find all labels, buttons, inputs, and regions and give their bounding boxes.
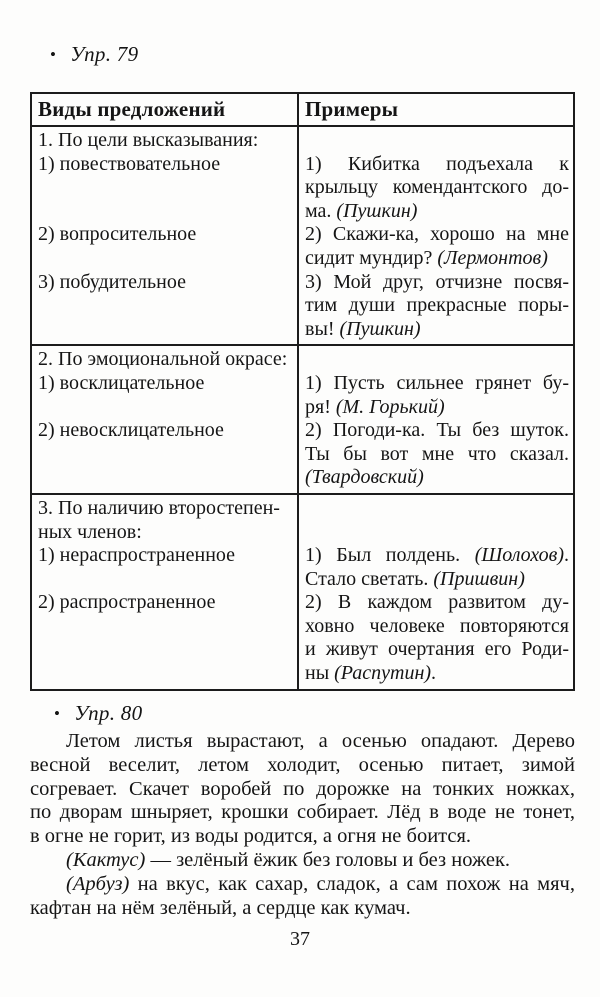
plain-text: Летом листья вырастают, а осенью опадают. Дерево [66, 730, 575, 752]
table-body [31, 126, 574, 690]
cell-example [298, 126, 574, 345]
text-line: ных членов: [38, 520, 142, 543]
text-line [30, 801, 575, 825]
text-line [30, 754, 575, 778]
text-line [38, 200, 293, 224]
text-line: 3) побудительное [38, 270, 186, 293]
italic-text: (Кактус) [66, 848, 146, 871]
text-line: 3. По наличию второстепен- [38, 496, 280, 519]
table-header-row [31, 93, 574, 126]
exercise-79-heading [50, 42, 138, 68]
text-line [305, 318, 569, 342]
text-line [305, 497, 569, 521]
plain-text: 2) В каждом развитом ду- [305, 591, 569, 614]
text-line [38, 568, 293, 592]
table-row [31, 126, 574, 345]
text-line [30, 897, 575, 921]
text-line [38, 176, 293, 200]
plain-text: 1) Был полдень. [305, 544, 475, 567]
italic-text: (Шолохов) [474, 544, 564, 567]
text-line [30, 849, 575, 873]
text-line: 2. По эмоциональной окрасе: [38, 348, 288, 371]
plain-text: 1) Кибитка подъехала к [305, 152, 569, 175]
italic-text: (Распутин) [334, 662, 432, 685]
plain-text: Ты бы вот мне что сказал. [305, 442, 569, 465]
plain-text: крыльцу комендантского до- [305, 176, 569, 199]
text-line [305, 638, 569, 662]
text-line: 1. По цели высказывания: [38, 129, 259, 151]
plain-text: — зелёный ёжик без головы и без ножек. [145, 848, 511, 871]
text-line [38, 443, 293, 467]
text-line [305, 591, 569, 615]
text-line [30, 730, 575, 754]
plain-text: на вкус, как сахар, сладок, а сам похож на мяч, [129, 872, 575, 895]
text-line: 1) повествовательное [38, 152, 221, 175]
plain-text: ны [305, 662, 335, 685]
text-line [305, 419, 569, 443]
plain-text: 2) Скажи-ка, хорошо на мне [305, 223, 569, 246]
plain-text: тим души прекрасные поры- [305, 294, 569, 317]
plain-text: 2) Погоди-ка. Ты без шуток. [305, 419, 569, 442]
text-line [38, 294, 293, 318]
table-head [31, 93, 574, 126]
bullet-icon: • [50, 45, 57, 64]
sentence-types-table [30, 92, 575, 691]
italic-text: (Твардовский) [305, 466, 424, 489]
text-line [305, 271, 569, 295]
plain-text: ма. [305, 199, 337, 222]
text-line [38, 396, 293, 420]
italic-text: (М. Горький) [335, 395, 445, 418]
plain-text: 3) Мой друг, отчизне посвя- [305, 270, 569, 293]
text-line [305, 348, 569, 372]
text-line [305, 200, 569, 224]
cell-example [298, 345, 574, 494]
plain-text: ря! [305, 395, 336, 418]
text-line [30, 778, 575, 802]
text-line [305, 544, 569, 568]
plain-text: Стало светать. [305, 567, 434, 590]
text-line [38, 662, 293, 686]
text-line [305, 153, 569, 177]
plain-text: кафтан на нём зелёный, а сердце как кумач. [30, 896, 411, 919]
table-header-examples: Примеры [298, 93, 574, 126]
text-line [305, 129, 569, 153]
text-line [305, 223, 569, 247]
text-line [305, 247, 569, 271]
plain-text: и живут очертания его Роди- [305, 638, 569, 661]
text-line: 2) распространенное [38, 591, 216, 614]
exercise-80-heading [54, 701, 142, 727]
text-line: 2) вопросительное [38, 223, 197, 246]
italic-text: (Пушкин) [339, 317, 421, 340]
text-line: 1) нераспространенное [38, 544, 236, 567]
cell-example [298, 494, 574, 690]
text-line [305, 662, 569, 686]
text-line [38, 318, 293, 342]
text-line [38, 615, 293, 639]
plain-text: согревает. Скачет воробей по дорожке на тонких ножках, [30, 777, 575, 800]
cell-sentence-type [31, 345, 298, 494]
plain-text: вы! [305, 317, 340, 340]
exercise-80-label: Упр. 80 [74, 701, 143, 725]
table-header-types: Виды предложений [31, 93, 298, 126]
text-line [38, 466, 293, 490]
text-line [38, 638, 293, 662]
plain-text: ховно человеке повторяются [305, 614, 569, 637]
plain-text: 1) Пусть сильнее грянет бу- [305, 371, 569, 394]
plain-text: сидит мундир? [305, 246, 438, 269]
text-line [30, 873, 575, 897]
plain-text: весной веселит, летом холодит, осенью питает, зимой [30, 753, 575, 776]
text-line [305, 176, 569, 200]
plain-text: по дворам шныряет, крошки собирает. Лёд в воде не тонет, [30, 801, 575, 824]
text-line [305, 396, 569, 420]
text-line [305, 466, 569, 490]
text-line: 2) невосклицательное [38, 419, 224, 442]
text-line [305, 372, 569, 396]
exercise-79-label: Упр. 79 [70, 42, 139, 66]
plain-text: . [564, 544, 569, 567]
cell-sentence-type [31, 494, 298, 690]
text-line [30, 825, 575, 849]
text-line [305, 615, 569, 639]
italic-text: (Пришвин) [433, 567, 525, 590]
bullet-icon: • [54, 704, 61, 723]
italic-text: (Лермонтов) [437, 246, 548, 269]
text-line [305, 521, 569, 545]
page-number: 37 [290, 928, 310, 950]
text-line [305, 568, 569, 592]
table-row [31, 494, 574, 690]
plain-text: . [431, 662, 437, 685]
italic-text: (Арбуз) [66, 872, 130, 895]
text-line [305, 294, 569, 318]
italic-text: (Пушкин) [336, 199, 418, 222]
cell-sentence-type [31, 126, 298, 345]
text-line: 1) восклицательное [38, 371, 205, 394]
text-line [38, 247, 293, 271]
plain-text: в огне не горит, из воды родится, а огня не боится. [30, 825, 472, 848]
table-row [31, 345, 574, 494]
text-line [305, 443, 569, 467]
exercise-80-text [30, 730, 575, 920]
